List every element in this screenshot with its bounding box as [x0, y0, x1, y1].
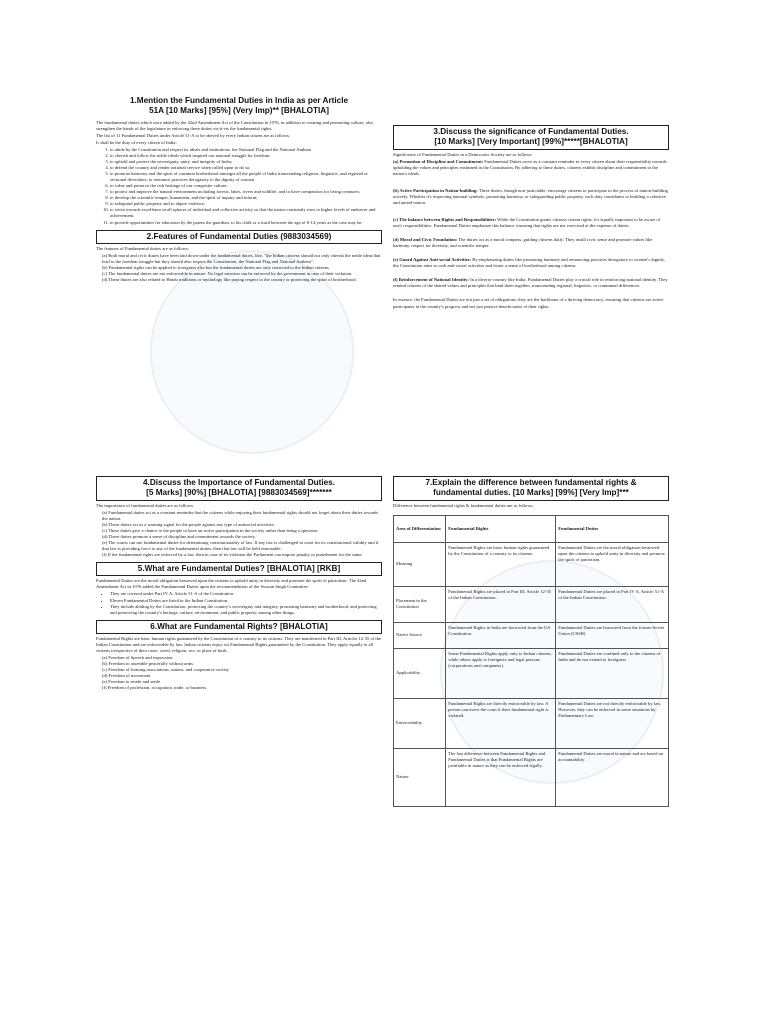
list-item: (b) These duties act as a warning signal for the people against any type of antisocial activities. [102, 521, 275, 527]
table-cell: Fundamental Duties are not directly enforceable by law. However, they can be enforced in some situations by Parliamentary Law. [556, 698, 669, 748]
table-cell: Meaning [394, 542, 446, 586]
list-item: 8. to develop the scientific temper, humanism, and the spirit of inquiry and reform; [110, 195, 382, 201]
table-cell: Fundamental Rights are placed in Part III, Article 12-35 of the Indian Constitution. [446, 586, 556, 622]
list-item: 1. to abide by the Constitution and respect its ideals and institutions, the National Flag and the National Anthem [110, 147, 382, 153]
left-column-lower [96, 474, 382, 693]
section-lead: (a) Promotion of Discipline and Commitment: [393, 158, 484, 164]
table-cell: Fundamental Duties are confined only to the citizens of India and do not extend to foreigners. [556, 648, 669, 698]
section-lead: (f) Reinforcement of National Identity: [393, 277, 469, 283]
q2-title: 2.Features of Fundamental Duties (9883034569) [96, 230, 382, 244]
section-lead: (c) The balance between Rights and Responsibilities: [393, 216, 497, 222]
q6-intro: Fundamental Rights are basic human rights guaranteed by the Constitution of a country to its citizens. They are manifested in Part III, Articles 12-35 of the Indian Constitution and are enforceable by law. Indian citizens enjoy six Fundamental Rights guaranteed by the Constitution. They apply equally to all citizens irrespective of their caste, creed, religion, sex, or place of birth. [96, 635, 382, 654]
section-text: In a diverse country like India, Fundamental Duties play a crucial role in reinforcing national identity. They remind citizens of the shared values and principles that bind them together, transcending regional, linguistic, or communal differences. [393, 277, 668, 289]
q4-title-line-2: [5 Marks] [90%] [BHALOTIA] [9883034569]******* [146, 488, 332, 498]
q1-title [96, 95, 382, 118]
list-item: 9. to safeguard public property and to abjure violence; [110, 201, 382, 207]
list-item: 2. to cherish and follow the noble ideals which inspired our national struggle for freedom; [110, 153, 382, 159]
q6-list [96, 655, 382, 691]
table-row [394, 698, 669, 748]
q4-list [96, 510, 382, 559]
section-lead: (b) Active Participation in Nation-building: [393, 187, 478, 193]
q3-section-a [393, 159, 669, 177]
table-header-row [394, 515, 669, 542]
list-item: 3. to uphold and protect the sovereignty, unity, and integrity of India; [110, 159, 382, 165]
table-row [394, 648, 669, 698]
q7-title-line-1: 7.Explain the difference between fundamental rights & [425, 478, 637, 487]
q5-title: 5.What are Fundamental Duties? [BHALOTIA] [RKB] [96, 562, 382, 576]
q7-intro: Difference between fundamental rights & fundamental duties are as follows: [393, 502, 534, 508]
q1-duty-lead: It shall be the duty of every citizen of India: [96, 139, 177, 145]
list-item: (d) These duties promote a sense of discipline and commitment towards the society. [102, 533, 256, 539]
q7-title [393, 476, 669, 501]
q4-title [96, 476, 382, 501]
table-cell: Fundamental Rights are directly enforceable by law. A person can move the court if their fundamental right is violated. [446, 698, 556, 748]
table-cell: Fundamental Rights in India are borrowed from the US Constitution. [446, 622, 556, 648]
list-item: 7. to protect and improve the natural environment including forests, lakes, rivers and wildlife, and to have compassion for living creatures; [110, 189, 382, 195]
right-column [393, 123, 669, 311]
q5-intro: Fundamental Duties are the moral obligation bestowed upon the citizens to uphold unity in diversity and promote the spirit of patriotism. The 42nd Amendment Act in 1976 added the Fundamental Duties upon the recommendation of the Swaran Singh Committee. [96, 578, 367, 590]
q1-title-line-2: 51A [10 Marks] [95%] (Very Imp)** [BHALOTIA] [149, 106, 329, 116]
list-item: (a) Freedom of Speech and expression [102, 655, 173, 661]
q1-list-intro: The list of 11 Fundamental Duties under Article 51-A to be obeyed by every Indian citizen are as follows: [96, 132, 291, 138]
table-cell: Nature [394, 748, 446, 806]
list-item: 4. to defend the country and render national service when called upon to do so; [110, 165, 382, 171]
table-cell: Fundamental Duties are the moral obligation bestowed upon the citizens to uphold unity in diversity and promote the spirit of patriotism. [556, 542, 669, 586]
q4-intro: The importance of fundamental duties are as follows: [96, 502, 195, 508]
list-item: (a) Fundamental duties act as a constant reminder that the citizens while enjoying their fundamental rights should not forget about their duties towards the nation. [102, 509, 379, 521]
section-text: Fundamental Duties serve as a constant reminder to every citizen about their responsibility towards upholding the values and principles enshrined in the Constitution. By adhering to these duties, citizens exhibit discipline and commitment to the nation's ideals. [393, 158, 667, 176]
right-column-lower [393, 474, 669, 807]
table-header: Area of Differentiation [394, 515, 446, 542]
section-lead: (e) Guard Against Anti-social Activities: [393, 257, 472, 263]
q3-section-e [393, 257, 669, 269]
q3-conclusion: In essence, the Fundamental Duties are not just a set of obligations; they are the backbone of a thriving democracy, ensuring that citizens are active participants in the country's progress and not just passive beneficiaries of their rights. [393, 297, 664, 309]
table-cell: Native Source [394, 622, 446, 648]
section-text: By emphasizing duties like promoting harmony and renouncing practices derogatory to women's dignity, the Constitution aims to curb anti-social activities and foster a sense of brotherhood among citizens. [393, 257, 666, 269]
list-item: (b) Fundamental rights can be applied to foreigners also but the fundamental duties are only restricted to the Indian citizens. [102, 265, 330, 270]
list-item: (e) Freedom to reside and settle [102, 679, 161, 685]
list-item: 5. to promote harmony and the spirit of common brotherhood amongst all the people of India transcending religious, linguistic, and regional or sectional diversities; to renounce practices derogatory to the dignity of women [110, 171, 382, 183]
table-cell: Fundamental Rights are basic human rights guaranteed by the Constitution of a country to its citizens. [446, 542, 556, 586]
table-cell: The last difference between Fundamental Rights and Fundamental Duties is that Fundamental Rights are justifiable in nature as they can be enforced legally. [446, 748, 556, 806]
table-cell: Fundamental Duties are moral in nature and are based on accountability. [556, 748, 669, 806]
list-item: (d) Freedom of movement [102, 673, 151, 679]
q4-title-line-1: 4.Discuss the Importance of Fundamental Duties. [143, 478, 335, 487]
duties-list [96, 147, 382, 226]
list-item: (c) Freedom of forming associations, unions, and cooperative society [102, 667, 230, 673]
q3-title-line-1: 3.Discuss the significance of Fundamental Duties. [433, 127, 629, 136]
q1-title-line-1: 1.Mention the Fundamental Duties in India as per Article [129, 96, 349, 105]
q3-intro: Significance of Fundamental Duties in a Democratic Society are as follows: [393, 151, 533, 157]
list-item: 6. to value and preserve the rich heritage of our composite culture; [110, 183, 382, 189]
comparison-table [393, 515, 669, 807]
q3-title [393, 125, 669, 150]
section-text: While the Constitution grants citizens certain rights, it's equally important to be aware of one's responsibilities. Fundamental Duties emphasize this balance, ensuring that rights are not exercised at the expense of duties. [393, 216, 661, 228]
list-item: (c) These duties give a chance to the people to have an active participation in the society rather than being a spectator. [102, 527, 319, 533]
section-lead: (d) Moral and Civic Foundation: [393, 237, 458, 243]
q3-section-c [393, 217, 669, 229]
table-cell: Fundamental Duties are placed in Part IV A, Article 51-A of the Indian Constitution. [556, 586, 669, 622]
q2-intro: The features of Fundamental duties are as follows: [96, 245, 189, 251]
table-header: Fundamental Duties [556, 515, 669, 542]
q3-section-d [393, 237, 669, 249]
table-row [394, 748, 669, 806]
left-column [96, 93, 382, 284]
list-item: • They include abiding by the Constitution, protecting the country's sovereignty and integrity, promoting harmony and brotherhood, and protecting and preserving the country's heritage, culture, environment, and public property, among other things. [110, 604, 382, 616]
q1-intro: The fundamental duties which were added by the 42nd Amendment Act of the Constitution in 1976, in addition to creating and promoting culture, also strengthen the hands of the legislature in enforcing these duties vis-à-vis the fundamental rights. [96, 119, 373, 131]
list-item: (b) Freedom to assemble peacefully without arms [102, 661, 194, 667]
list-item: 11. to provide opportunities for education by the parent the guardian, to his child or a ward between the age of 6-14 years as the case may be. [110, 220, 382, 226]
list-item: • Eleven Fundamental Duties are listed in the Indian Constitution. [110, 598, 382, 604]
q7-title-line-2: fundamental duties. [10 Marks] [99%] [Very Imp]*** [433, 488, 629, 498]
section-text: These duties, though non-justiciable, encourage citizens to participate in the process of nation-building actively. Whether it's respecting national symbols, promoting harmony, or safeguarding public property, each duty contributes to building a cohesive and united nation. [393, 187, 668, 205]
list-item: 10. to strive towards excellence in all spheres of individual and collective activity so that the nation constantly rises to higher levels of endeavor and achievement. [110, 207, 382, 219]
list-item: (e) The courts can use fundamental duties for determining constitutionality of law. If any law is challenged in court for its constitutional validity and if that law is providing force to any of the fundamental duties, then that law will be held reasonable. [102, 539, 379, 551]
list-item: (a) Both moral and civic duties have been laid down under the fundamental duties, like, "the Indian citizens should not only cherish the noble ideas that lead to the freedom struggle but they should also respect the Constitution, the National Flag and National Anthem". [102, 252, 381, 264]
q6-title: 6.What are Fundamental Rights? [BHALOTIA] [96, 620, 382, 634]
table-header: Fundamental Rights [446, 515, 556, 542]
table-cell: Applicability [394, 648, 446, 698]
list-item: (f) If the fundamental rights are enforced by a law, then in case of its violation the Parliament can impose penalty or punishment for the same. [102, 552, 363, 557]
q3-title-line-2: [10 Marks] [Very Important] [99%]*****[BHALOTIA] [434, 137, 628, 147]
list-item: • They are covered under Part IV A, Article 51-A of the Constitution. [110, 591, 382, 597]
table-cell: Enforceability [394, 698, 446, 748]
table-cell: Fundamental Duties are borrowed from the former Soviet Union (USSR) [556, 622, 669, 648]
q3-section-b [393, 188, 669, 206]
q5-bullets [96, 591, 382, 615]
q3-section-f [393, 277, 669, 289]
q2-list [96, 253, 382, 283]
table-row [394, 622, 669, 648]
list-item: (c) The fundamental duties are not enforceable in nature. No legal sanction can be enforced by the government in case of their violation. [102, 271, 353, 277]
list-item: (f) Freedom of profession, occupation, trade, or business. [102, 685, 208, 691]
section-text: The duties act as a moral compass, guiding citizens daily. They instill civic sense and promote values like harmony, respect for diversity, and scientific temper. [393, 237, 653, 249]
table-cell: Some Fundamental Rights apply only to Indian citizens, while others apply to foreigners and legal persons (corporations and companies). [446, 648, 556, 698]
table-cell: Placement in the Constitution [394, 586, 446, 622]
table-row [394, 586, 669, 622]
table-row [394, 542, 669, 586]
list-item: (d) These duties are also related to Hindu traditions or mythology like paying respect to the country or protecting the spirit of brotherhood. [102, 277, 357, 283]
